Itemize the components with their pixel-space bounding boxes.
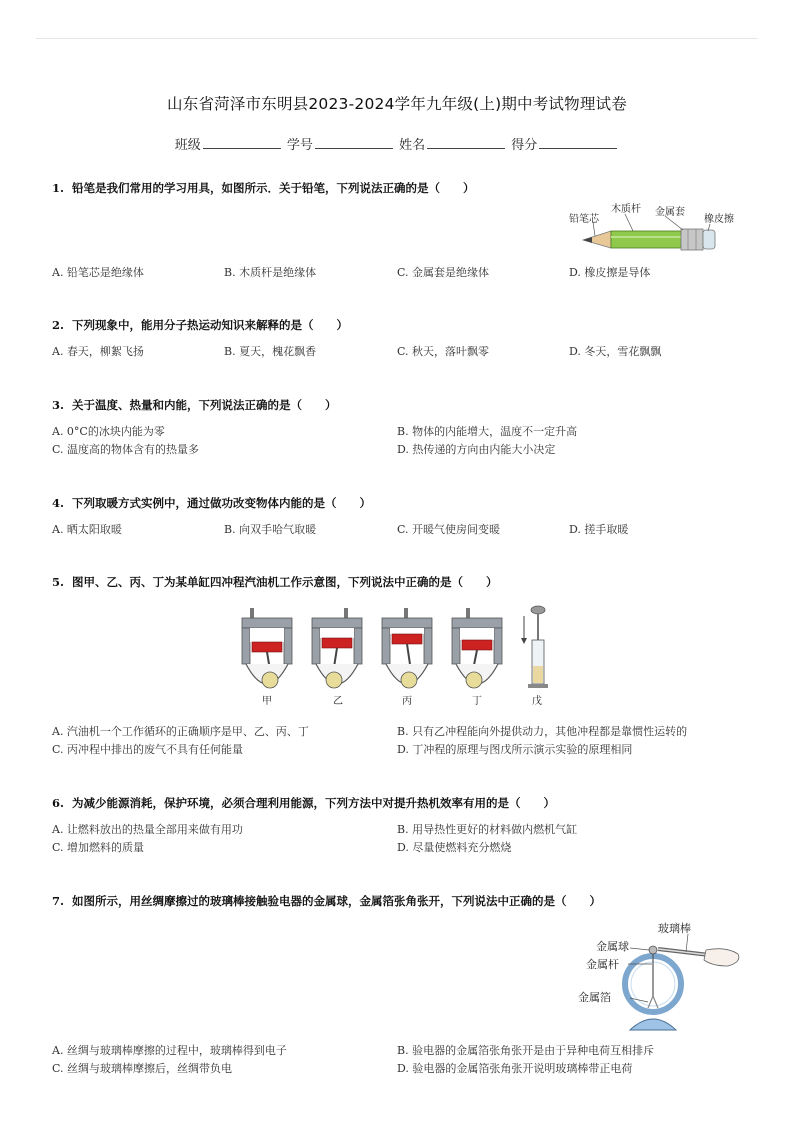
figure-label-wood-shaft: 木质杆 xyxy=(611,204,641,215)
figure-label-ding: 丁 xyxy=(472,696,482,707)
option-7d[interactable]: D. 验电器的金属箔张角张开说明玻璃棒带正电荷 xyxy=(397,1062,633,1075)
option-2a[interactable]: A. 春天，柳絮飞扬 xyxy=(52,345,144,358)
option-6b[interactable]: B. 用导热性更好的材料做内燃机气缸 xyxy=(397,823,578,836)
id-blank[interactable] xyxy=(315,136,393,149)
option-5a[interactable]: A. 汽油机一个工作循环的正确顺序是甲、乙、丙、丁 xyxy=(52,725,309,738)
option-5b[interactable]: B. 只有乙冲程能向外提供动力，其他冲程都是靠惯性运转的 xyxy=(397,725,688,738)
figure-label-wu: 戊 xyxy=(532,696,542,707)
option-2b[interactable]: B. 夏天，槐花飘香 xyxy=(224,345,317,358)
question-3: 3. 关于温度、热量和内能，下列说法正确的是（ ） xyxy=(52,398,337,412)
engine-strokes-figure xyxy=(236,604,556,708)
option-7b[interactable]: B. 验电器的金属箔张角张开是由于异种电荷互相排斥 xyxy=(397,1044,655,1057)
question-stem: 如图所示，用丝绸摩擦过的玻璃棒接触验电器的金属球，金属箔张角张开，下列说法中正确的是（ ） xyxy=(72,894,602,908)
student-info-line xyxy=(0,134,794,153)
question-stem: 下列现象中，能用分子热运动知识来解释的是（ ） xyxy=(72,318,349,332)
option-1a[interactable]: A. 铅笔芯是绝缘体 xyxy=(52,266,144,279)
option-6d[interactable]: D. 尽量使燃料充分燃烧 xyxy=(397,841,512,854)
option-3c[interactable]: C. 温度高的物体含有的热量多 xyxy=(52,443,200,456)
engine-diagram-jia xyxy=(242,608,292,688)
option-3d[interactable]: D. 热传递的方向由内能大小决定 xyxy=(397,443,556,456)
question-7: 7. 如图所示，用丝绸摩擦过的玻璃棒接触验电器的金属球，金属箔张角张开，下列说法中正确的是（ ） xyxy=(52,894,602,908)
option-4d[interactable]: D. 搓手取暖 xyxy=(569,523,629,536)
compression-experiment-diagram xyxy=(521,606,548,688)
name-label: 姓名 xyxy=(399,138,426,153)
question-stem: 图甲、乙、丙、丁为某单缸四冲程汽油机工作示意图，下列说法中正确的是（ ） xyxy=(72,575,498,589)
header-divider xyxy=(36,38,758,39)
engine-diagram-ding xyxy=(452,608,502,688)
option-2c[interactable]: C. 秋天，落叶飘零 xyxy=(397,345,490,358)
option-1b[interactable]: B. 木质杆是绝缘体 xyxy=(224,266,317,279)
page-title: 山东省菏泽市东明县2023-2024学年九年级(上)期中考试物理试卷 xyxy=(167,95,627,113)
class-blank[interactable] xyxy=(203,136,281,149)
score-label: 得分 xyxy=(511,138,538,153)
figure-label-metal-ball: 金属球 xyxy=(596,940,629,953)
figure-label-yi: 乙 xyxy=(333,696,343,707)
figure-label-metal-rod: 金属杆 xyxy=(586,958,619,971)
figure-label-metal-ferrule: 金属套 xyxy=(655,207,685,218)
option-5c[interactable]: C. 丙冲程中排出的废气不具有任何能量 xyxy=(52,743,244,756)
option-1d[interactable]: D. 橡皮擦是导体 xyxy=(569,266,651,279)
option-2d[interactable]: D. 冬天，雪花飘飘 xyxy=(569,345,662,358)
question-stem: 下列取暖方式实例中，通过做功改变物体内能的是（ ） xyxy=(72,496,372,510)
option-3b[interactable]: B. 物体的内能增大，温度不一定升高 xyxy=(397,425,578,438)
figure-label-eraser: 橡皮擦 xyxy=(704,214,734,225)
option-1c[interactable]: C. 金属套是绝缘体 xyxy=(397,266,490,279)
name-blank[interactable] xyxy=(427,136,505,149)
question-2: 2. 下列现象中，能用分子热运动知识来解释的是（ ） xyxy=(52,318,349,332)
question-stem: 关于温度、热量和内能，下列说法正确的是（ ） xyxy=(72,398,337,412)
question-stem: 铅笔是我们常用的学习用具，如图所示．关于铅笔，下列说法正确的是（ ） xyxy=(72,181,475,195)
option-3a[interactable]: A. 0°C的冰块内能为零 xyxy=(52,425,165,438)
score-blank[interactable] xyxy=(539,136,617,149)
figure-label-jia: 甲 xyxy=(262,696,272,707)
question-1: 1. 铅笔是我们常用的学习用具，如图所示．关于铅笔，下列说法正确的是（ ） xyxy=(52,181,475,195)
option-4b[interactable]: B. 向双手哈气取暖 xyxy=(224,523,317,536)
option-7c[interactable]: C. 丝绸与玻璃棒摩擦后，丝绸带负电 xyxy=(52,1062,233,1075)
option-5d[interactable]: D. 丁冲程的原理与图戊所示演示实验的原理相同 xyxy=(397,743,633,756)
pencil-figure xyxy=(565,200,750,256)
figure-label-metal-foil: 金属箔 xyxy=(578,991,611,1004)
option-4c[interactable]: C. 开暖气使房间变暖 xyxy=(397,523,501,536)
question-6: 6. 为减少能源消耗，保护环境，必须合理利用能源，下列方法中对提升热机效率有用的是（ ） xyxy=(52,796,556,810)
option-4a[interactable]: A. 晒太阳取暖 xyxy=(52,523,122,536)
figure-label-pencil-lead: 铅笔芯 xyxy=(569,214,599,225)
option-6c[interactable]: C. 增加燃料的质量 xyxy=(52,841,145,854)
class-label: 班级 xyxy=(174,138,201,153)
engine-diagram-yi xyxy=(312,608,362,688)
electroscope-figure xyxy=(578,912,748,1036)
engine-diagram-bing xyxy=(382,608,432,688)
question-5: 5. 图甲、乙、丙、丁为某单缸四冲程汽油机工作示意图，下列说法中正确的是（ ） xyxy=(52,575,498,589)
option-7a[interactable]: A. 丝绸与玻璃棒摩擦的过程中，玻璃棒得到电子 xyxy=(52,1044,287,1057)
figure-label-glass-rod: 玻璃棒 xyxy=(658,922,691,935)
figure-label-bing: 丙 xyxy=(402,696,412,707)
question-4: 4. 下列取暖方式实例中，通过做功改变物体内能的是（ ） xyxy=(52,496,372,510)
question-stem: 为减少能源消耗，保护环境，必须合理利用能源，下列方法中对提升热机效率有用的是（ ） xyxy=(72,796,556,810)
option-6a[interactable]: A. 让燃料放出的热量全部用来做有用功 xyxy=(52,823,243,836)
id-label: 学号 xyxy=(286,138,313,153)
